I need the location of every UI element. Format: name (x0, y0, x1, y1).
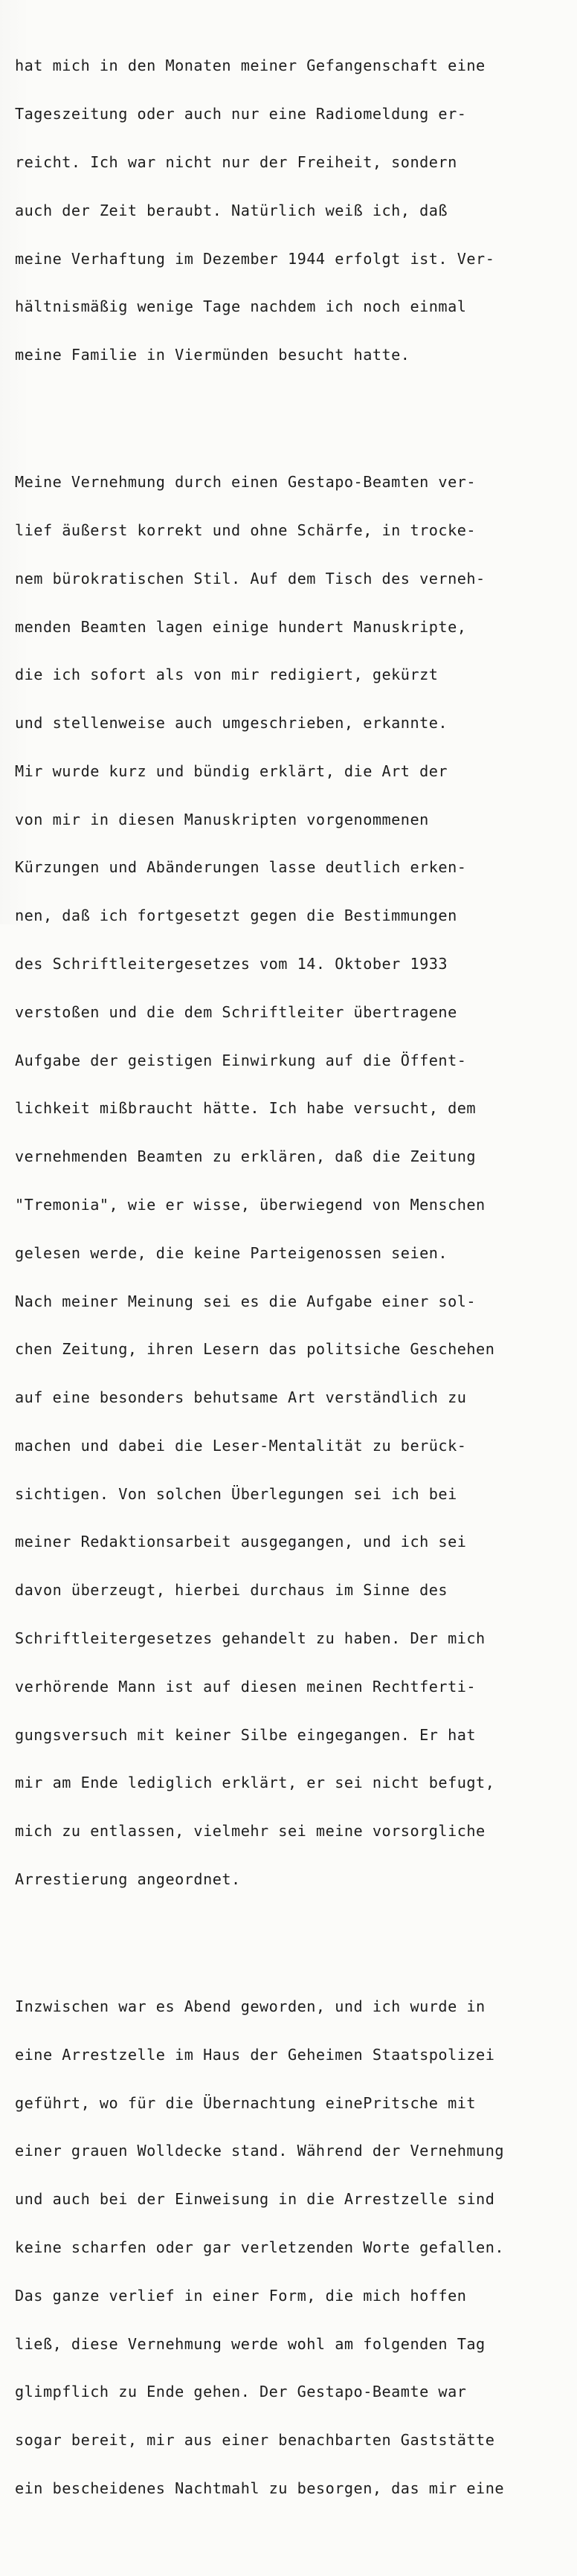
text-line: Nach meiner Meinung sei es die Aufgabe einer sol- (15, 1292, 477, 1310)
text-line: gelesen werde, die keine Parteigenossen seien. (15, 1243, 448, 1262)
text-line: und auch bei der Einweisung in die Arrestzelle sind (15, 2190, 495, 2209)
text-line: lief äußerst korrekt und ohne Schärfe, in trocke- (15, 521, 477, 539)
text-line: Tageszeitung oder auch nur eine Radiomeldung er- (15, 105, 467, 123)
text-line: hat mich in den Monaten meiner Gefangenschaft eine (15, 57, 486, 75)
typewritten-text (15, 0, 569, 2576)
text-line: meine Verhaftung im Dezember 1944 erfolgt ist. Ver- (15, 249, 495, 268)
text-line: ein bescheidenes Nachtmahl zu besorgen, das mir eine (15, 2479, 505, 2497)
text-line: menden Beamten lagen einige hundert Manuskripte, (15, 617, 467, 636)
text-line: auf eine besonders behutsame Art verständlich zu (15, 1388, 467, 1407)
text-line: hältnismäßig wenige Tage nachdem ich noch einmal (15, 297, 467, 316)
text-line: mich zu entlassen, vielmehr sei meine vorsorgliche (15, 1822, 486, 1841)
text-line: Arrestierung angeordnet. (15, 1870, 241, 1888)
text-line: nen, daß ich fortgesetzt gegen die Bestimmungen (15, 907, 457, 925)
text-line: des Schriftleitergesetzes vom 14. Oktober 1933 (15, 955, 448, 973)
text-line: ließ, diese Vernehmung werde wohl am folgenden Tag (15, 2334, 486, 2353)
text-line: Schriftleitergesetzes gehandelt zu haben. Der mich (15, 1629, 486, 1647)
text-line: geführt, wo für die Übernachtung einePritsche mit (15, 2093, 477, 2112)
text-line: verstoßen und die dem Schriftleiter übertragene (15, 1002, 457, 1021)
text-line: meiner Redaktionsarbeit ausgegangen, und ich sei (15, 1533, 467, 1551)
text-line: verhörende Mann ist auf diesen meinen Rechtferti- (15, 1677, 477, 1696)
text-line: sichtigen. Von solchen Überlegungen sei ich bei (15, 1484, 457, 1503)
text-line: eine Arrestzelle im Haus der Geheimen Staatspolizei (15, 2045, 495, 2064)
text-line: gungsversuch mit keiner Silbe eingegangen. Er hat (15, 1725, 477, 1744)
paragraph-1 (15, 26, 569, 396)
paragraph-3 (15, 1967, 569, 2529)
text-line: Inzwischen war es Abend geworden, und ich wurde in (15, 1997, 486, 2016)
text-line: Das ganze verlief in einer Form, die mich hoffen (15, 2286, 467, 2305)
paragraph-2 (15, 442, 569, 1920)
text-line: nem bürokratischen Stil. Auf dem Tisch des verneh- (15, 569, 486, 587)
text-line: vernehmenden Beamten zu erklären, daß die Zeitung (15, 1147, 477, 1166)
text-line: auch der Zeit beraubt. Natürlich weiß ich, daß (15, 201, 448, 219)
text-line: lichkeit mißbraucht hätte. Ich habe versucht, dem (15, 1099, 477, 1118)
text-line: machen und dabei die Leser-Mentalität zu berück- (15, 1436, 467, 1455)
text-line: mir am Ende lediglich erklärt, er sei nicht befugt, (15, 1774, 495, 1792)
text-line: Kürzungen und Abänderungen lasse deutlich erken- (15, 858, 467, 877)
text-line: davon überzeugt, hierbei durchaus im Sinne des (15, 1581, 448, 1600)
text-line: glimpflich zu Ende gehen. Der Gestapo-Beamte war (15, 2383, 467, 2401)
text-line: von mir in diesen Manuskripten vorgenommenen (15, 810, 429, 828)
text-line: Meine Vernehmung durch einen Gestapo-Beamten ver- (15, 473, 477, 492)
text-line: meine Familie in Viermünden besucht hatte. (15, 346, 410, 364)
text-line: und stellenweise auch umgeschrieben, erkannte. (15, 714, 448, 732)
text-line: einer grauen Wolldecke stand. Während der Vernehmung (15, 2142, 505, 2160)
text-line: die ich sofort als von mir redigiert, gekürzt (15, 666, 439, 684)
text-line: chen Zeitung, ihren Lesern das politsiche Geschehen (15, 1340, 495, 1359)
text-line: Aufgabe der geistigen Einwirkung auf die Öffent- (15, 1051, 467, 1069)
text-line: Mir wurde kurz und bündig erklärt, die Art der (15, 761, 448, 780)
text-line: keine scharfen oder gar verletzenden Worte gefallen. (15, 2238, 505, 2256)
text-line: sogar bereit, mir aus einer benachbarten Gaststätte (15, 2431, 495, 2450)
text-line: reicht. Ich war nicht nur der Freiheit, sondern (15, 152, 457, 171)
text-line: "Tremonia", wie er wisse, überwiegend von Menschen (15, 1195, 486, 1214)
